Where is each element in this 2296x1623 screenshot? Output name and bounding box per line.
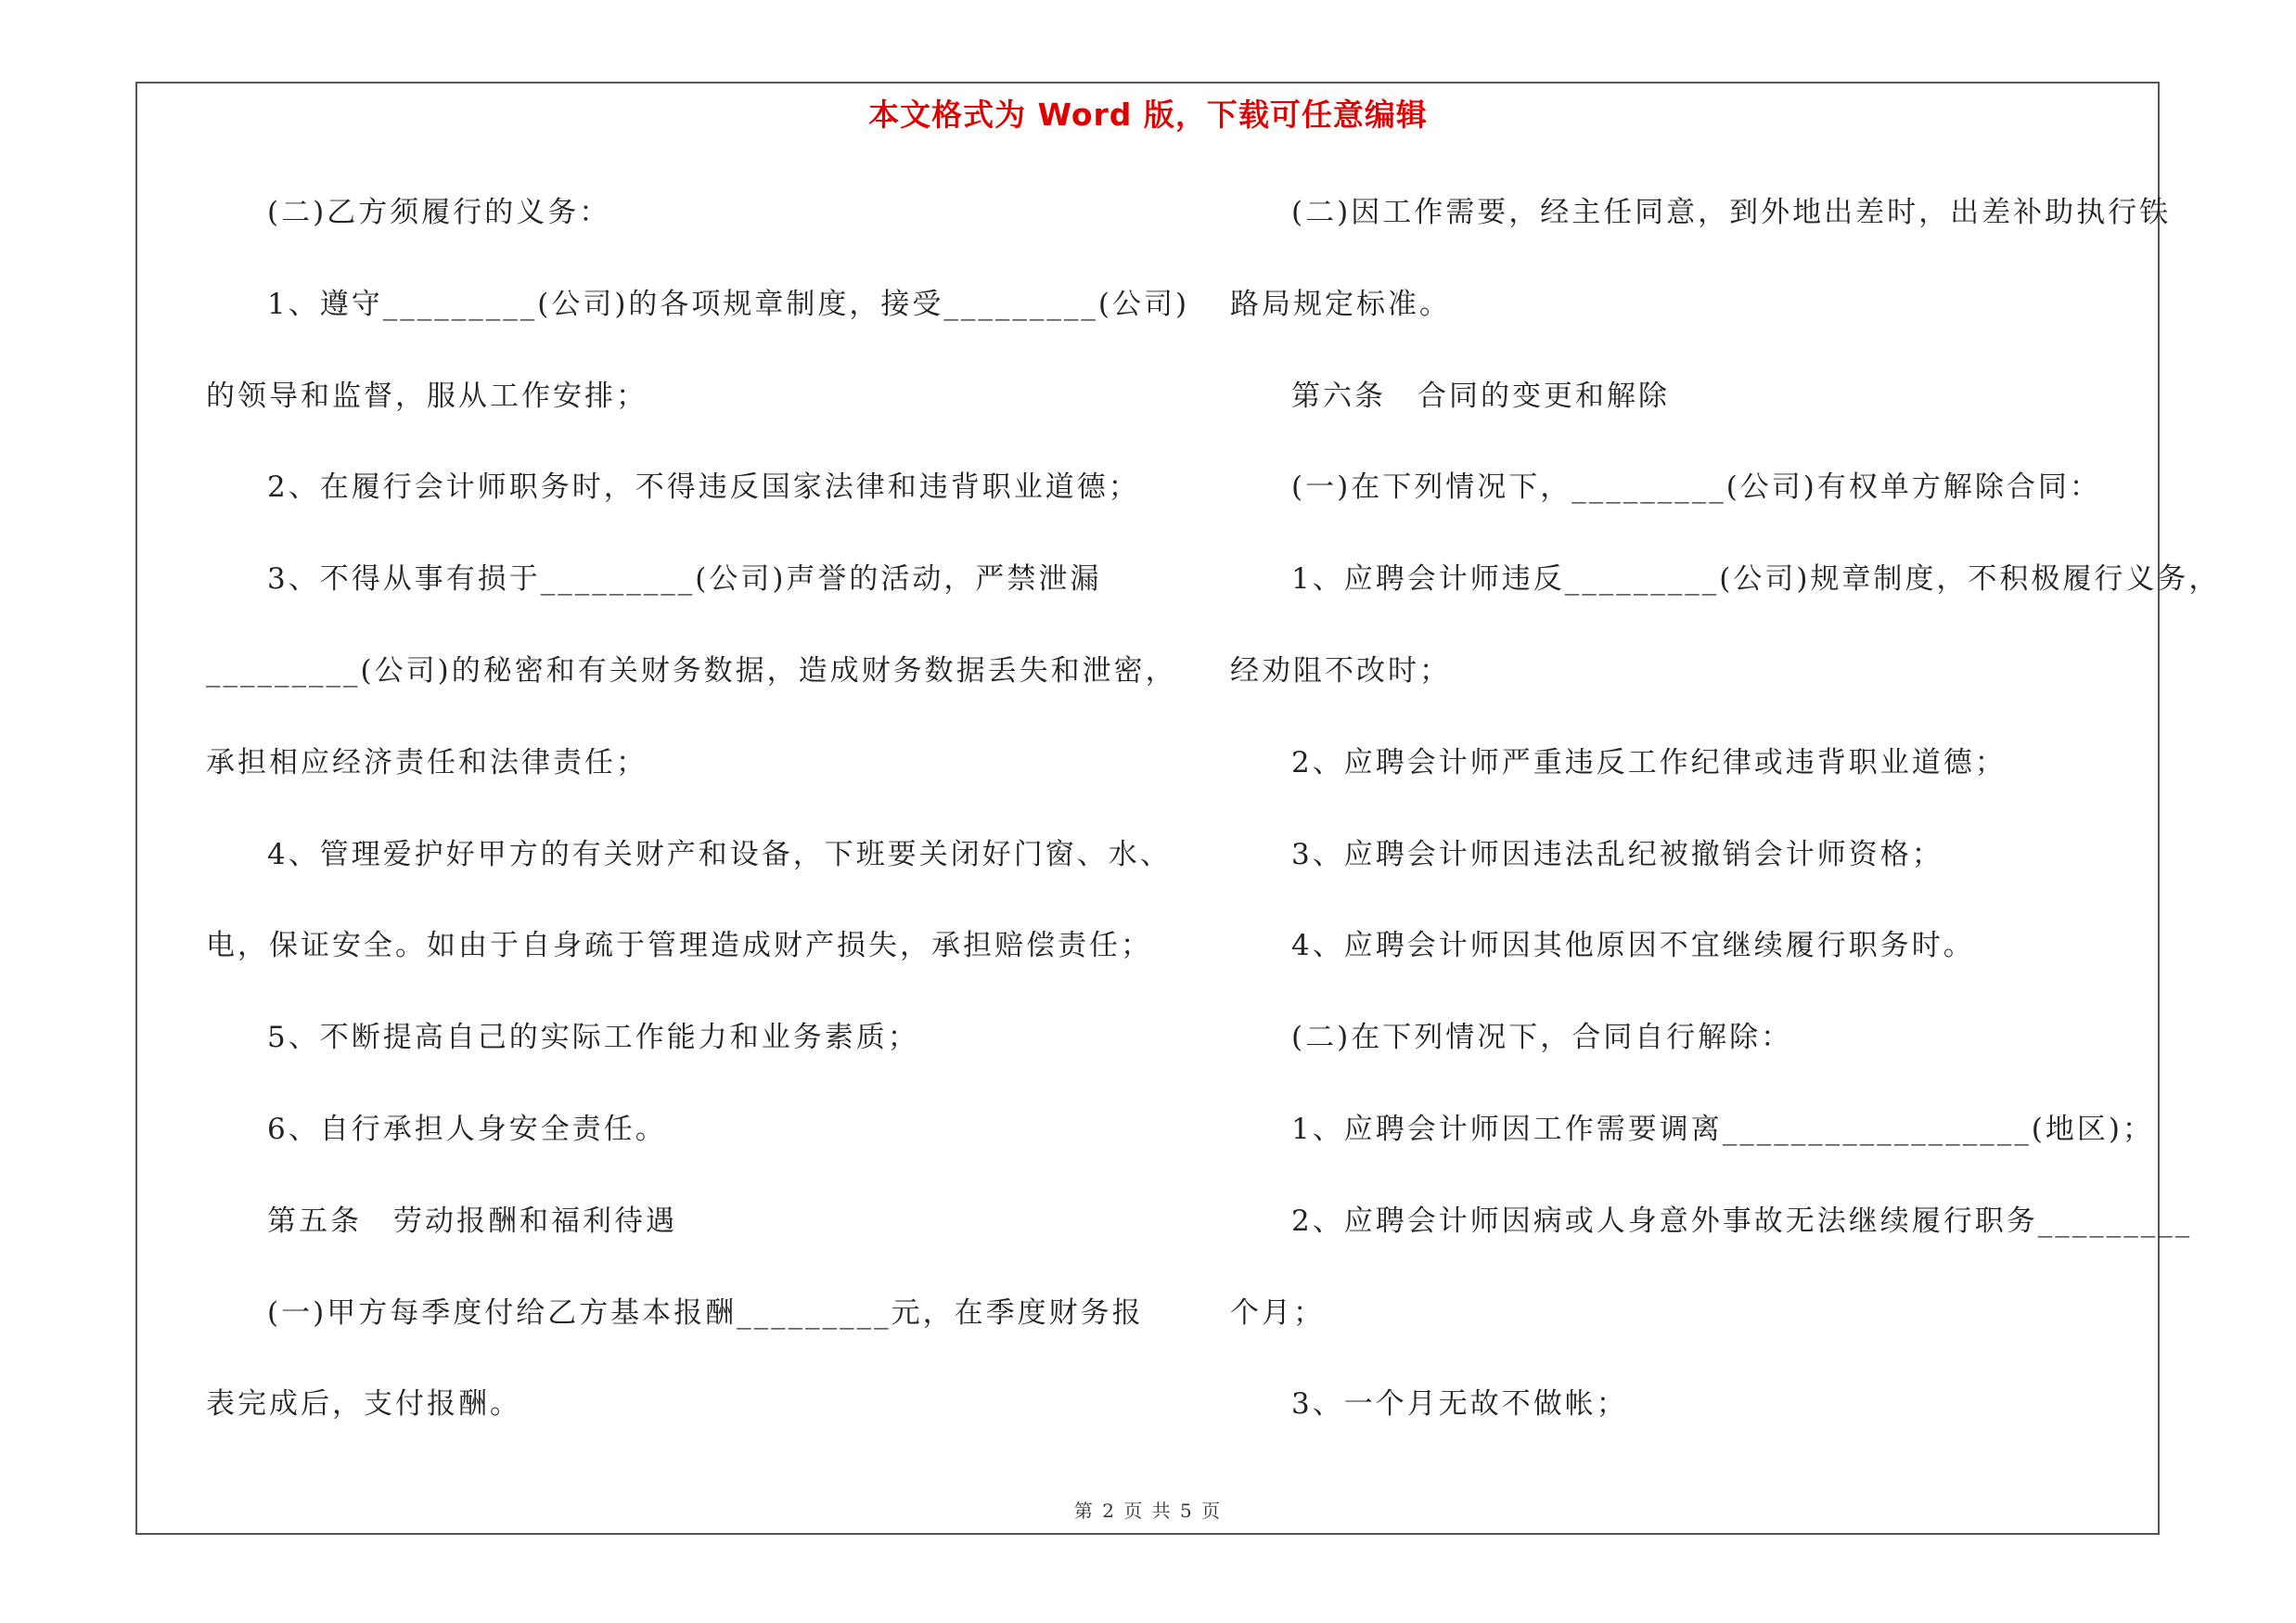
text-line: (一)在下列情况下，_________(公司)有权单方解除合同： (1291, 470, 2101, 505)
text-line: 表完成后，支付报酬。 (206, 1387, 521, 1422)
text-line: 6、自行承担人身安全责任。 (267, 1113, 667, 1146)
text-line: 2、应聘会计师严重违反工作纪律或违背职业道德； (1291, 745, 2007, 779)
text-line: 电，保证安全。如由于自身疏于管理造成财产损失，承担赔偿责任； (206, 929, 1152, 963)
text-line: 1、应聘会计师违反_________(公司)规章制度，不积极履行义务， (1291, 562, 2221, 597)
text-line: 5、不断提高自己的实际工作能力和业务素质； (267, 1021, 919, 1055)
text-line: 2、应聘会计师因病或人身意外事故无法继续履行职务_________ (1291, 1204, 2193, 1238)
text-line: 3、一个月无故不做帐； (1291, 1387, 1628, 1422)
text-line: (二)在下列情况下，合同自行解除： (1291, 1021, 1793, 1055)
text-line: 4、管理爱护好甲方的有关财产和设备，下班要关闭好门窗、水、 (267, 837, 1172, 871)
text-line: 3、应聘会计师因违法乱纪被撤销会计师资格； (1291, 837, 1943, 871)
text-line: 第五条 劳动报酬和福利待遇 (267, 1204, 677, 1238)
header-banner: 本文格式为 Word 版，下载可任意编辑 (868, 97, 1428, 133)
text-line: 经劝阻不改时； (1230, 654, 1451, 688)
text-line: 承担相应经济责任和法律责任； (206, 745, 648, 779)
text-line: 4、应聘会计师因其他原因不宜继续履行职务时。 (1291, 929, 1975, 963)
text-line: 1、应聘会计师因工作需要调离__________________(地区)； (1291, 1113, 2154, 1146)
text-line: 路局规定标准。 (1230, 287, 1451, 321)
text-line: 1、遵守_________(公司)的各项规章制度，接受_________(公司) (267, 287, 1190, 321)
text-line: _________(公司)的秘密和有关财务数据，造成财务数据丢失和泄密， (206, 654, 1177, 688)
text-line: (二)乙方须履行的义务： (267, 196, 611, 229)
text-line: 2、在履行会计师职务时，不得违反国家法律和违背职业道德； (267, 470, 1140, 505)
text-line: (二)因工作需要，经主任同意，到外地出差时，出差补助执行铁 (1291, 196, 2172, 229)
text-line: 第六条 合同的变更和解除 (1291, 379, 1670, 413)
text-line: 个月； (1230, 1295, 1325, 1330)
text-line: 的领导和监督，服从工作安排； (206, 379, 648, 413)
text-line: (一)甲方每季度付给乙方基本报酬_________元，在季度财务报 (267, 1295, 1144, 1330)
page-number-footer: 第 2 页 共 5 页 (1073, 1500, 1223, 1522)
text-line: 3、不得从事有损于_________(公司)声誉的活动，严禁泄漏 (267, 562, 1102, 597)
